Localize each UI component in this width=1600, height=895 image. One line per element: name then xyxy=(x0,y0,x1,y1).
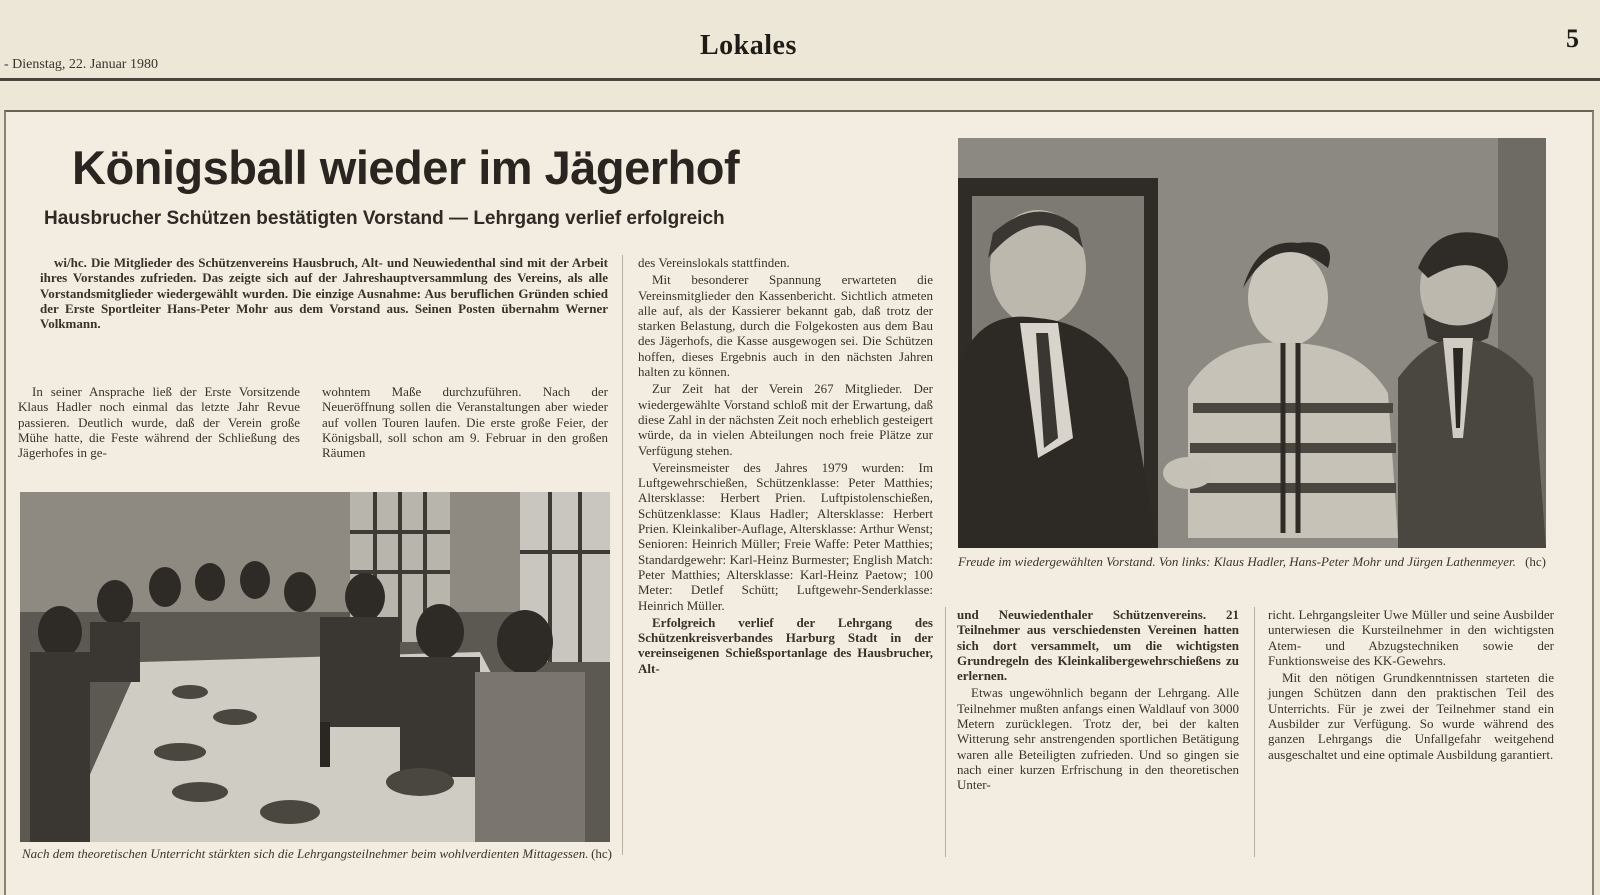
page-number: 5 xyxy=(1566,24,1579,53)
issue-date: - Dienstag, 22. Januar 1980 xyxy=(4,57,158,72)
board-photo xyxy=(958,138,1546,548)
dinner-photo xyxy=(20,492,610,842)
column-3-paragraph-2: Mit besonderer Spannung erwarteten die Vereinsmitglieder den Kassenbericht. Sichtlich atmeten alle auf, als der Kassierer bekannt gab, daß trotz der starken Belastung, durch die Folgekosten aus dem Bau des Jägerhofs, die Kasse ausgewogen sei. Die Schützen hoffen, dieses Ergebnis auch in den nächsten Jahren halten zu können. xyxy=(638,272,933,380)
board-photo-image xyxy=(958,138,1546,548)
column-3-paragraph-3: Zur Zeit hat der Verein 267 Mitglieder. Der wiedergewählte Vorstand schloß mit der Erwartung, daß diese Zahl in der nächsten Zeit noch erheblich gesteigert würde, da in vielen Abteilungen noch freie Plätze zur Verfügung stehen. xyxy=(638,381,933,458)
dinner-photo-image xyxy=(20,492,610,842)
column-5-paragraph-1: richt. Lehrgangsleiter Uwe Müller und seine Ausbilder unterwiesen die Kursteilnehmer in den wichtigsten Atem- und Abzugstechniken sowie der Funktionsweise des KK-Gewehrs. xyxy=(1268,607,1554,668)
header-rule xyxy=(0,78,1600,81)
board-photo-credit: (hc) xyxy=(1525,554,1546,569)
column-3-paragraph-5: Erfolgreich verlief der Lehrgang des Schützenkreisverbandes Harburg Stadt in der vereinseigenen Schießsportanlage des Hausbrucher, Alt- xyxy=(638,614,933,676)
article-column-2 xyxy=(322,384,608,462)
column-2-paragraph: wohntem Maße durchzuführen. Nach der Neueröffnung sollen die Veranstaltungen aber wieder auf vollen Touren laufen. Die erste große Feier, der Königsball, soll schon am 9. Februar in den großen Räumen xyxy=(322,384,608,461)
section-title: Lokales xyxy=(700,30,797,61)
column-3-paragraph-4: Vereinsmeister des Jahres 1979 wurden: Im Luftgewehrschießen, Schützenklasse: Peter Matthies; Altersklasse: Herbert Prien. Luftpistolenschießen, Schützenklasse: Klaus Hadler; Altersklasse: Herbert Prien. Kleinkaliber-Auflage, Altersklasse: Arthur Wenst; Senioren: Heinrich Müller; Freie Waffe: Peter Matthies; Standardgewehr: Karl-Heinz Burmester; English Match: Peter Matthies; Altersklasse: Karl-Heinz Paetow; 100 Meter: Detlef Schütt; Luftgewehr-Senderklasse: Heinrich Müller. xyxy=(638,459,933,613)
column-4-paragraph-1: und Neuwiedenthaler Schützenvereins. 21 Teilnehmer aus verschiedensten Vereinen hatten sich dort versammelt, um die wichtigsten Grundregeln des Kleinkalibergewehrschießens zu erlernen. xyxy=(957,607,1239,684)
column-divider xyxy=(622,255,623,855)
board-photo-caption-text: Freude im wiedergewählten Vorstand. Von links: Klaus Hadler, Hans-Peter Mohr und Jürgen Lathenmeyer. xyxy=(958,554,1516,569)
article-column-1 xyxy=(18,384,300,462)
board-photo-caption xyxy=(958,554,1546,569)
column-3-paragraph-1: des Vereinslokals stattfinden. xyxy=(638,255,790,270)
dinner-photo-caption xyxy=(22,846,612,861)
column-5-paragraph-2: Mit den nötigen Grundkenntnissen starteten die jungen Schützen dann den praktischen Teil des Unterrichts. Für je zwei der Teilnehmer stand ein Ausbilder zur Verfügung. So wurde während des ganzen Lehrgangs die Unfallgefahr weitgehend ausgeschaltet und eine optimale Ausbildung garantiert. xyxy=(1268,670,1554,762)
lead-paragraph: wi/hc. Die Mitglieder des Schützenvereins Hausbruch, Alt- und Neuwiedenthal sind mit der Arbeit ihres Vorstandes zufrieden. Das zeigte sich auf der Jahreshauptversammlung des Vereins, als alle Vorstandsmitglieder wiedergewählt wurden. Die einzige Ausnahme: Aus beruflichen Gründen schied der Erste Sportleiter Hans-Peter Mohr aus dem Vorstand aus. Seinen Posten übernahm Werner Volkmann. xyxy=(40,255,608,332)
dinner-photo-caption-text: Nach dem theoretischen Unterricht stärkten sich die Lehrgangsteilnehmer beim wohlverdienten Mittagessen. xyxy=(22,846,589,861)
column-divider xyxy=(1254,607,1255,857)
article-column-4 xyxy=(957,607,1239,795)
article-column-3 xyxy=(638,255,933,678)
column-1-paragraph: In seiner Ansprache ließ der Erste Vorsitzende Klaus Hadler noch einmal das letzte Jahr Revue passieren. Deutlich wurde, daß der Verein große Mühe hatte, die Feste während der Schließung des Jägerhofes in ge- xyxy=(18,384,300,461)
page-header xyxy=(0,0,1600,92)
column-4-paragraph-2: Etwas ungewöhnlich begann der Lehrgang. Alle Teilnehmer mußten anfangs einen Waldlauf von 3000 Metern zurücklegen. Trotz der, bei der kalten Witterung sehr anstrengenden sportlichen Betätigung waren alle Beteiligten zufrieden. Und so gingen sie nach einer kurzen Erfrischung in den theoretischen Unter- xyxy=(957,685,1239,793)
column-divider xyxy=(945,607,946,857)
article-column-5 xyxy=(1268,607,1554,764)
article-lead xyxy=(40,255,608,333)
article-subheadline: Hausbrucher Schützen bestätigten Vorstand — Lehrgang verlief erfolgreich xyxy=(44,208,725,229)
dinner-photo-credit: (hc) xyxy=(591,846,612,861)
article-headline: Königsball wieder im Jägerhof xyxy=(72,141,740,194)
